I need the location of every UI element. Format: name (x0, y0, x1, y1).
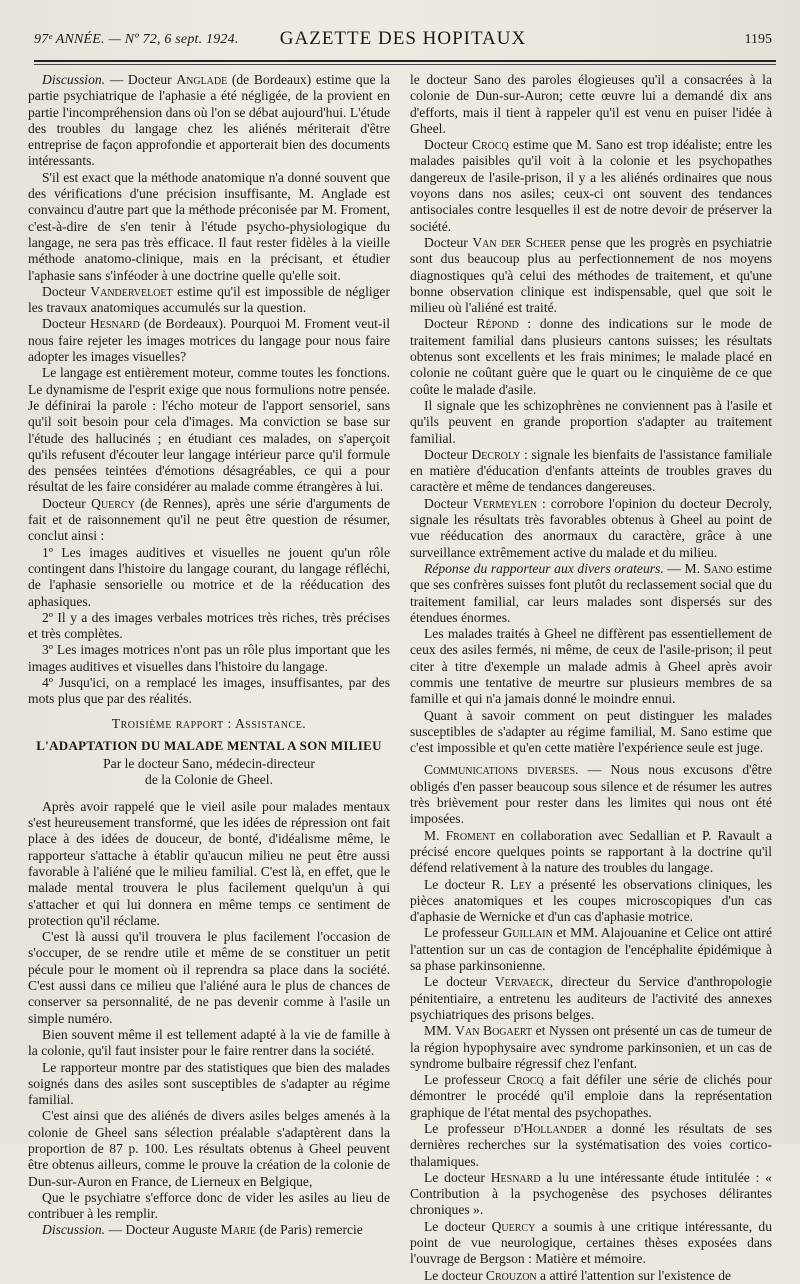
paragraph-text: Docteur (424, 234, 473, 250)
paragraph-text: C'est là aussi qu'il trouvera le plus facilement l'occasion de s'occuper, de se rendre utile et même de se constituer un petit pécule pour le moment où il reprendra sa place dans la société. C'est aussi dans ce milieu que l'aliéné aura le plus de chances de conserver sa personnalité, de ne pas devenir comme à l'asile un simple numéro. (28, 929, 390, 1026)
paragraph (410, 137, 772, 235)
name-smallcaps: Vanderveloet (90, 283, 173, 299)
paragraph (410, 398, 772, 447)
name-smallcaps: Crocq (506, 1072, 544, 1088)
paragraph-text: Le docteur (424, 1169, 491, 1185)
paragraph (28, 170, 390, 284)
paragraph-text: Le docteur (424, 1218, 492, 1234)
name-smallcaps: Crouzon (485, 1267, 537, 1283)
paragraph (410, 1121, 772, 1170)
paragraph (28, 1060, 390, 1109)
paragraph-text: Bien souvent même il est tellement adapté à la vie de famille à la colonie, qu'il faut insister pour le faire rentrer dans la société. (28, 1026, 390, 1059)
name-smallcaps: Anglade (176, 72, 228, 87)
name-smallcaps: Crocq (471, 137, 509, 153)
paragraph-text: a attiré l'attention sur l'existence de (536, 1267, 732, 1283)
name-smallcaps: Vermeylen (472, 495, 538, 511)
name-smallcaps: Quercy (491, 1218, 536, 1234)
paragraph (28, 284, 390, 317)
paragraph-text: (de Bordeaux) estime que la partie psychiatrique de l'aphasie a été négligée, de la provient en partie l'incompréhension dans où l'on se débat aujourd'hui. L'étude des troubles du langage chez les aliénés mériterait d'être entreprise de façon approfondie et apporterait bien des documents intéressants. (28, 72, 391, 169)
byline-line-1: Par le docteur Sano, médecin-directeur (103, 756, 315, 772)
paragraph (28, 316, 390, 365)
paragraph (28, 1108, 390, 1189)
paragraph (28, 799, 390, 929)
paragraph-text: a présenté les observations cliniques, les pièces anatomiques et les coupes microscopiques d'un cas d'aphasie de Wernicke et d'un cas d'aphasie motrice. (410, 876, 772, 925)
paragraph-text: a fait défiler une série de clichés pour démontrer le procédé qu'il emploie dans la représentation graphique de l'état mental des psychopathes. (410, 1072, 772, 1120)
paragraph-text: a soumis à une critique intéressante, du point de vue neurologique, certaines thèses exposées dans l'ouvrage de Bergson : Matière et mémoire. (410, 1218, 772, 1267)
paragraph (410, 496, 772, 561)
page-number: 1195 (744, 32, 772, 47)
paragraph-text: Le docteur (424, 1267, 486, 1283)
paragraph-text: Les malades traités à Gheel ne diffèrent pas essentiellement de ceux des asiles fermés, ni même, de ceux de l'asile-prison; il peut citer à titre d'exemple un malade admis à Gheel après avoir commis une tentative de meurtre sur plusieurs membres de sa famille et qui n'a jamais donné le moindre ennui. (410, 626, 772, 707)
paragraph-text: a lu une intéressante étude intitulée : « Contribution à la psychogenèse des psychoses délirantes chroniques ». (410, 1169, 772, 1218)
paragraph-text: Le docteur R. (424, 876, 511, 892)
name-smallcaps: Hesnard (89, 316, 140, 332)
name-smallcaps: Van der Scheer (472, 234, 566, 250)
paragraph-text: Après avoir rappelé que le vieil asile pour malades mentaux s'est heureusement transformé, que les idées de répression ont fait place à des idées de douceur, de bonté, d'idéalisme même, le rapporteur s'attache à établir qu'aucun milieu ne peut être aussi favorable à l'aliéné que le milieu familial. C'est là, en effet, que le malade mental trouvera le plus facilement quelqu'un à qui s'attacher et qui lui donnera en même temps ce sentiment de protection qu'il réclame. (28, 798, 390, 928)
paragraph-text: Docteur (424, 137, 472, 153)
paragraph (410, 72, 772, 137)
paragraph-text: Docteur (42, 283, 91, 299)
paragraph-text: Que le psychiatre s'efforce donc de vider les asiles au lieu de contribuer à les remplir. (28, 1189, 390, 1222)
lead-italic: Discussion. (42, 72, 106, 87)
paragraph-text: estime que M. Sano est trop idéaliste; entre les malades paisibles qu'il voit à la colonie et les psychopathes dangereux de l'asile-prison, il y a les aliénés ordinaires que nous voyons dans nos asiles; ceux-ci ont souvent des tendances antisociales contre lesquelles il est de notre devoir de préserver la société. (410, 137, 772, 234)
paragraph (410, 974, 772, 1023)
paragraph-text: estime qu'il est impossible de négliger les travaux anatomiques accumulés sur la question. (28, 283, 390, 316)
paragraph (410, 1170, 772, 1219)
paragraph (410, 708, 772, 757)
column-left (28, 72, 391, 1238)
paragraph-text: Le professeur (424, 925, 503, 941)
paragraph-text: MM. (424, 1023, 456, 1039)
paragraph-text: Le professeur (424, 1121, 514, 1136)
name-smallcaps: Quercy (91, 495, 135, 511)
paragraph (410, 447, 772, 496)
paragraph-text: (de Rennes), après une série d'arguments de fait et de raisonnement qu'il ne peut être question de résumer, conclut ainsi : (28, 495, 391, 544)
name-smallcaps: Ley (510, 876, 532, 892)
paragraph (410, 762, 772, 827)
paragraph-text: Docteur (424, 495, 473, 511)
paragraph-text: 3º Les images motrices n'ont pas un rôle plus important que les images auditives et visuelles dans l'histoire du langage. (28, 642, 390, 674)
paragraph (28, 929, 390, 1027)
paragraph-text: a donné les résultats de ses dernières recherches sur la systématisation des voies cortico-thalamiques. (410, 1121, 772, 1169)
paragraph (410, 561, 772, 626)
paragraph-text: et Nyssen ont présenté un cas de tumeur de la région hypophysaire avec syndrome parkinsonien, et un cas de syndrome bulbaire régressif chez l'enfant. (410, 1023, 772, 1071)
paragraph-text: Le langage est entièrement moteur, comme toutes les fonctions. Le dynamisme de l'esprit exige que nous formulions notre pensée. Je définirai la parole : l'écho moteur de l'apport sensoriel, sans qu'il soit besoin pour cela d'images. Ma conviction se base sur l'étude des hallucinés ; en étudiant ces malades, on s'aperçoit qu'ils refusent d'écouter leur langage intérieur parce qu'il formule des pensées teintées d'émotions désagréables, ce qui a pour résultat de les faire considérer au malade comme étrangères à lui. (28, 365, 390, 495)
paragraph (410, 235, 772, 316)
paragraph (410, 1268, 772, 1284)
paragraph-text: en collaboration avec Sedallian et P. Ravault a précisé encore quelques points se rapportant à la doctrine qu'il défend relativement à la nature des troubles du langage. (410, 827, 772, 876)
byline-line-2: de la Colonie de Gheel. (145, 772, 273, 788)
journal-title: GAZETTE DES HOPITAUX (279, 28, 527, 49)
paragraph (28, 642, 390, 675)
name-smallcaps: d'Hollander (513, 1121, 587, 1136)
paragraph-text: le docteur Sano des paroles élogieuses qu'il a consacrées à la colonie de Dun-sur-Auron; cette œuvre lui a demandé dix ans d'efforts, mais il tient à rappeler qu'il est venu en puiser l'idée à Gheel. (410, 72, 772, 136)
paragraph-text: et MM. Alajouanine et Celice ont attiré l'attention sur un cas de contagion de l'encéphalite épidémique à sa phase parkinsonienne. (410, 925, 772, 974)
issue-info: 97ᵉ ANNÉE. — Nº 72, 6 sept. 1924. (34, 32, 239, 47)
paragraph-text: S'il est exact que la méthode anatomique n'a donné souvent que des vérifications d'une précision insuffisante, M. Anglade est convaincu d'autre part que la méthode préconisée par M. Froment, c'est-à-dire de s'en tenir à l'étude psycho-physiologique du langage, ne sera pas très efficace. Il faut rester fidèles à la vieille méthode anatomo-clinique, mais en la précisant, et étudier l'aphasie sans s'inféoder à une doctrine quelle qu'elle soit. (28, 169, 390, 283)
paragraph-text: (de Paris) remercie (256, 1222, 363, 1238)
name-smallcaps: Van Bogaert (455, 1023, 533, 1039)
name-smallcaps: Répond (476, 316, 519, 332)
page-header (34, 16, 772, 60)
paragraph (28, 545, 390, 610)
article-paragraphs (28, 799, 390, 1239)
paragraph (410, 1023, 772, 1072)
paragraph (410, 1072, 772, 1121)
paragraph (28, 1027, 390, 1060)
name-smallcaps: Hesnard (490, 1169, 541, 1185)
paragraph-text: Quant à savoir comment on peut distinguer les malades susceptibles de s'adapter au régime familial, M. Sano estime que c'est impossible et qu'en cette matière l'expérience seule est juge. (410, 707, 772, 756)
paragraph (410, 316, 772, 397)
paragraph-text: — Docteur Auguste (105, 1222, 221, 1238)
paragraph-text: : corrobore l'opinion du docteur Decroly, signale les résultats très favorables obtenus à Gheel au point de vue rééducation des anormaux du caractère, grâce à une surveillance extrêmement active du malade et du milieu. (410, 495, 773, 560)
lead-italic: Réponse du rapporteur aux divers orateurs. (424, 560, 664, 576)
paragraph (28, 496, 390, 545)
name-smallcaps: Communications diverses. (424, 762, 579, 778)
name-smallcaps: Decroly (471, 446, 521, 462)
paragraph-text: — M. (663, 560, 704, 576)
paragraph-text: C'est ainsi que des aliénés de divers asiles belges amenés à la colonie de Gheel sans sélection préalable s'adaptèrent dans la proportion de 87 p. 100. Les résultats obtenus à Gheel peuvent être obtenus ailleurs, comme le prouve la création de la colonie de Dun-sur-Auron en France, de Lierneux en Belgique, (28, 1108, 390, 1189)
left-paragraphs (28, 72, 390, 708)
paragraph-text: — Docteur (105, 72, 177, 87)
paragraph-text: : signale les bienfaits de l'assistance familiale en matière d'éducation d'enfants atteints de troubles graves du caractère et même de tendances dangereuses. (410, 446, 772, 495)
article-title: L'ADAPTATION DU MALADE MENTAL A SON MILIEU (36, 737, 382, 753)
paragraph-text: 4º Jusqu'ici, on a remplacé les images, insuffisantes, par des mots plus que par des réalités. (28, 674, 390, 707)
paragraph (28, 610, 390, 643)
paragraph (28, 675, 390, 708)
header-rule-thick (34, 60, 776, 62)
paragraph-text: Docteur (424, 316, 477, 332)
header-rule-thin (34, 64, 776, 65)
lead-italic: Discussion. (42, 1222, 106, 1238)
paragraph (28, 365, 390, 495)
paragraph-text: Docteur (42, 316, 90, 332)
paragraph-text: M. (424, 827, 446, 843)
name-smallcaps: Sano (703, 560, 733, 576)
paragraph-text: : donne des indications sur le mode de traitement familial dans plusieurs cantons suisses; les résultats obtenus sont excellents et les frais minimes; le malade placé en colonie ne coûtant guère que le quart ou le cinquième de ce que coûte le malade d'asile. (410, 316, 772, 397)
section-title: Troisième rapport : Assistance. (111, 715, 307, 731)
paragraph (410, 1219, 772, 1268)
paragraph-text: (de Bordeaux). Pourquoi M. Froment veut-il nous faire rejeter les images motrices du langage pour nous faire adopter les images visuelles? (28, 316, 390, 365)
paragraph-text: — Nous nous excusons d'être obligés d'en passer beaucoup sous silence et de résumer les autres très brièvement pour rester dans les limites qui nous ont été imposées. (410, 762, 773, 827)
paragraph-text: 1º Les images auditives et visuelles ne jouent qu'un rôle contingent dans l'histoire du langage courant, du langage réfléchi, de l'aphasie sensorielle ou motrice et de la rééducation des aphasiques. (28, 544, 390, 609)
right-paragraphs (410, 72, 772, 1284)
paragraph-text: Il signale que les schizophrènes ne conviennent pas à l'asile et qu'ils peuvent en grande proportion s'adapter au traitement familial. (410, 397, 772, 446)
paragraph-text: 2º Il y a des images verbales motrices très riches, très précises et très complètes. (28, 609, 390, 642)
paragraph-text: pense que les progrès en psychiatrie sont dus beaucoup plus au perfectionnement de nos moyens diagnostiques qu'à celui des méthodes de traitement, et qu'une bonne observation clinique est indispensable, quel que soit le milieu où l'aliéné est traité. (410, 234, 772, 316)
paragraph-text: Le rapporteur montre par des statistiques que bien des malades soignés dans des asiles sont susceptibles de s'adapter au régime familial. (28, 1059, 390, 1108)
paragraph-text: Docteur (424, 446, 472, 462)
paragraph (410, 925, 772, 974)
column-right (410, 72, 773, 1283)
paragraph-text: , directeur du Service d'anthropologie pénitentiaire, a entretenu les auditeurs de l'activité des annexes psychiatriques des prisons belges. (410, 974, 772, 1022)
name-smallcaps: Froment (445, 827, 496, 843)
paragraph (28, 1222, 390, 1238)
paragraph (410, 626, 772, 707)
paragraph (410, 828, 772, 877)
name-smallcaps: Marie (220, 1222, 257, 1238)
paragraph-text: Docteur (42, 495, 92, 511)
paragraph (28, 72, 390, 170)
paragraph (410, 877, 772, 926)
paragraph-text: Le professeur (424, 1072, 507, 1088)
paragraph (28, 1190, 390, 1223)
name-smallcaps: Vervaeck (494, 974, 550, 990)
name-smallcaps: Guillain (502, 925, 553, 941)
paragraph-text: estime que ses confrères suisses font plutôt du reclassement social que du traitement familial, car leurs malades sont dispersés sur des étendues énormes. (410, 560, 772, 625)
paragraph-text: Le docteur (424, 974, 495, 990)
